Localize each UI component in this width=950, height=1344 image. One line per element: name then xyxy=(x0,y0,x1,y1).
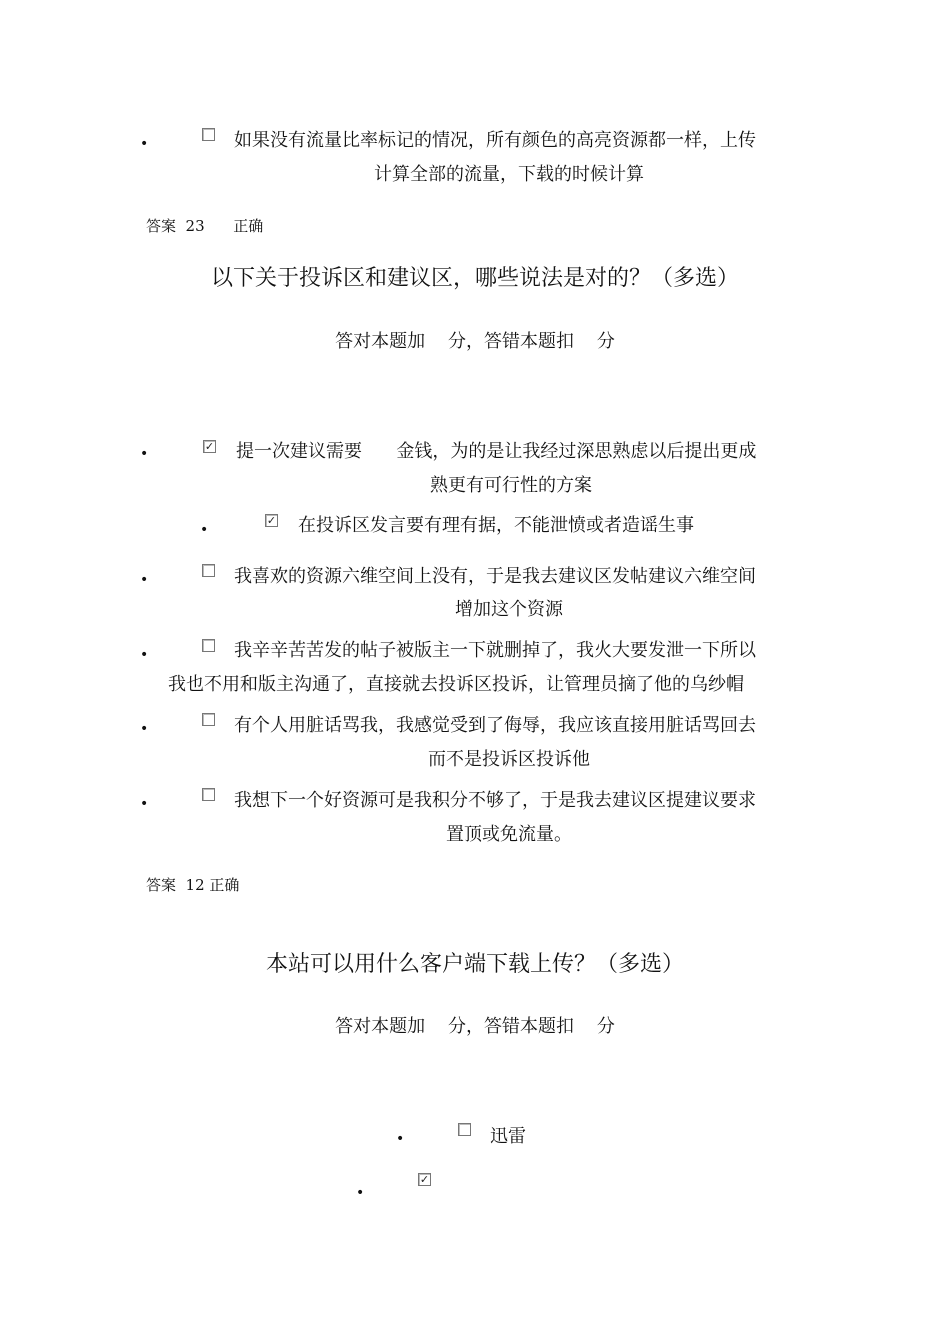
q24-title: 本站可以用什么客户端下载上传？（多选） xyxy=(265,952,684,977)
q23-option-1-line2: 熟更有可行性的方案 xyxy=(430,475,592,496)
bullet: • xyxy=(140,446,149,462)
bullet: • xyxy=(140,796,149,812)
bullet: • xyxy=(396,1131,405,1147)
q23-option-4-line2: 我也不用和版主沟通了，直接就去投诉区投诉，让管理员摘了他的乌纱帽 xyxy=(168,674,744,695)
bullet: • xyxy=(356,1185,365,1201)
q22-option-line2: 计算全部的流量，下载的时候计算 xyxy=(374,164,644,185)
checkbox-q23-option-2[interactable]: ✓ xyxy=(266,514,277,527)
q23-option-6-line2: 置顶或免流量。 xyxy=(446,824,572,845)
checkbox-q23-option-6[interactable] xyxy=(202,788,215,801)
bullet: • xyxy=(140,572,149,588)
q23-option-1-line1: 提一次建议需要 金钱，为的是让我经过深思熟虑以后提出更成 xyxy=(236,441,757,462)
q23-answer: 答案 12 正确 xyxy=(146,876,240,894)
q24-option-1-label: 迅雷 xyxy=(490,1126,526,1147)
q24-score: 答对本题加 分，答错本题扣 分 xyxy=(335,1016,615,1037)
bullet: • xyxy=(200,522,209,538)
q23-option-3-line1: 我喜欢的资源六维空间上没有，于是我去建议区发帖建议六维空间 xyxy=(234,566,756,587)
q23-option-2-line1: 在投诉区发言要有理有据，不能泄愤或者造谣生事 xyxy=(298,515,694,536)
checkbox-q23-option-5[interactable] xyxy=(202,713,215,726)
checkbox-q23-option-3[interactable] xyxy=(202,564,215,577)
q23-score: 答对本题加 分，答错本题扣 分 xyxy=(335,331,615,352)
q22-option-line1: 如果没有流量比率标记的情况，所有颜色的高亮资源都一样，上传 xyxy=(234,130,756,151)
checkbox-q24-option-2[interactable]: ✓ xyxy=(419,1173,430,1186)
q23-option-4-line1: 我辛辛苦苦发的帖子被版主一下就删掉了，我火大要发泄一下所以 xyxy=(234,640,756,661)
q23-option-6-line1: 我想下一个好资源可是我积分不够了，于是我去建议区提建议要求 xyxy=(234,790,756,811)
checkbox-q22-option[interactable] xyxy=(202,128,215,141)
q22-answer: 答案 23 正确 xyxy=(146,217,264,235)
bullet: • xyxy=(140,721,149,737)
checkbox-q23-option-4[interactable] xyxy=(202,639,215,652)
q23-option-5-line1: 有个人用脏话骂我，我感觉受到了侮辱，我应该直接用脏话骂回去 xyxy=(234,715,756,736)
bullet: • xyxy=(140,647,149,663)
checkbox-q23-option-1[interactable]: ✓ xyxy=(204,440,215,453)
bullet: • xyxy=(140,136,149,152)
q23-option-5-line2: 而不是投诉区投诉他 xyxy=(428,749,590,770)
q23-option-3-line2: 增加这个资源 xyxy=(455,599,563,620)
q23-title: 以下关于投诉区和建议区，哪些说法是对的？（多选） xyxy=(210,266,739,291)
checkbox-q24-option-1[interactable] xyxy=(458,1123,471,1136)
